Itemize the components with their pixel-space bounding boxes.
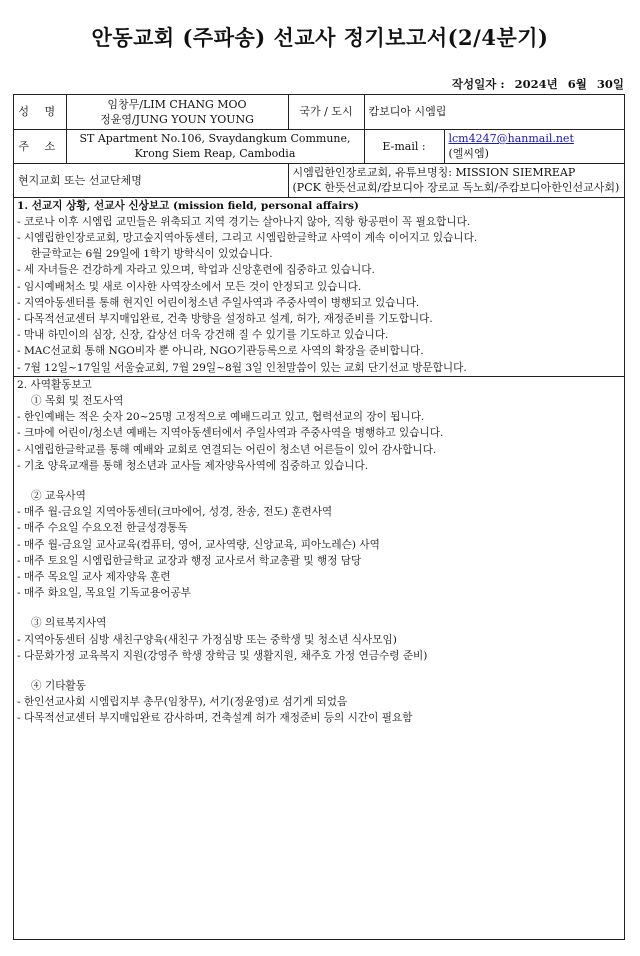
address-line-2: Krong Siem Reap, Cambodia — [134, 147, 296, 160]
group-line: - 다목적선교센터 부지매입완료 감사하며, 건축설계 허가 재정준비 등의 시간이 필요함 — [17, 712, 413, 725]
names-cell — [66, 95, 288, 129]
group-line: - 시엠립한글학교를 통해 예배와 교회로 연결되는 어린이 청소년 어른들이 있어 감사합니다. — [17, 443, 437, 456]
section-1-line: - 7월 12일~17일일 서울숲교회, 7월 29일~8월 3일 인천말씀이 있는 교회 단기선교 방문합니다. — [17, 361, 467, 374]
group-title-pastoral: ① 목회 및 전도사역 — [31, 394, 124, 407]
church-cell — [288, 163, 624, 197]
date-label: 작성일자 : — [451, 77, 505, 91]
section-2 — [17, 377, 621, 727]
date-month: 6월 — [567, 77, 587, 91]
section-2-heading: 2. 사역활동보고 — [17, 378, 92, 391]
address-line-1: ST Apartment No.106, Svaydangkum Commune, — [79, 132, 351, 145]
group-line: - 한인예배는 적은 숫자 20~25명 고정적으로 예배드리고 있고, 협력선교의 장이 됩니다. — [17, 411, 425, 424]
group-title-education: ② 교육사역 — [31, 489, 86, 502]
country-label: 국가 / 도시 — [288, 95, 364, 129]
section-1-line: - MAC선교회 통해 NGO비자 뿐 아니라, NGO기관등록으로 사역의 확장을 준비합니다. — [17, 345, 424, 358]
date-day: 30일 — [596, 77, 624, 91]
group-line: - 한인선교사회 시엠립지부 총무(임창무), 서기(정윤영)로 섬기게 되었음 — [17, 696, 348, 709]
section-1-line: - 코로나 이후 시엠립 교민들은 위축되고 지역 경기는 살아나지 않아, 직항 항공편이 꼭 필요합니다. — [17, 215, 471, 228]
email-link[interactable]: lcm4247@hanmail.net — [448, 132, 574, 145]
section-1 — [14, 198, 624, 377]
name-2: 정윤영/JUNG YOUN YOUNG — [100, 112, 254, 126]
church-line-1: 시엠립한인장로교회, 유튜브명칭: MISSION SIEMREAP — [292, 166, 576, 179]
section-1-line: - 세 자녀들은 건강하게 자라고 있으며, 학업과 신앙훈련에 집중하고 있습니다. — [17, 264, 375, 277]
group-line: - 기초 양육교재를 통해 청소년과 교사들 제자양육사역에 집중하고 있습니다. — [17, 459, 369, 472]
church-label: 현지교회 또는 선교단체명 — [14, 163, 288, 197]
name-label: 성 명 — [14, 95, 66, 129]
group-line: - 매주 월-금요일 지역아동센터(크마에어, 성경, 찬송, 전도) 훈련사역 — [17, 506, 333, 519]
report-title: 안동교회 (주파송) 선교사 정기보고서(2/4분기) — [91, 25, 549, 50]
section-1-heading: 1. 선교지 상황, 선교사 신상보고 (mission field, personal affairs) — [17, 199, 359, 212]
email-label: E-mail : — [364, 129, 444, 163]
report-frame — [13, 94, 625, 940]
section-1-line: - 지역아동센터를 통해 현지인 어린이청소년 주일사역과 주중사역이 병행되고 있습니다. — [17, 296, 420, 309]
section-1-line: - 임시예배처소 및 새로 이사한 사역장소에서 모든 것이 안정되고 있습니다. — [17, 280, 362, 293]
group-title-welfare: ③ 의료복지사역 — [31, 617, 107, 630]
section-1-line: - 다목적선교센터 부지매입완료, 건축 방향을 설정하고 설계, 허가, 재정준비를 기도합니다. — [17, 312, 433, 325]
church-line-2: (PCK 한뜻선교회/캄보디아 장로교 독노회/주캄보디아한인선교사회) — [292, 181, 620, 194]
group-title-other: ④ 기타활동 — [31, 679, 86, 692]
group-line: - 다문화가정 교육복지 지원(강영주 학생 장학금 및 생활지원, 채주호 가정 연금수령 준비) — [17, 649, 428, 662]
address-label: 주 소 — [14, 129, 66, 163]
section-1-line: 한글학교는 6월 29일에 1학기 방학식이 있었습니다. — [31, 248, 273, 261]
section-1-line: - 막내 하민이의 심장, 신장, 갑상선 더욱 강건해 질 수 있기를 기도하고 있습니다. — [17, 329, 389, 342]
address-cell — [66, 129, 364, 163]
section-1-line: - 시엠립한인장로교회, 망고숲지역아동센터, 그리고 시엠립한글학교 사역이 계속 이어지고 있습니다. — [17, 231, 478, 244]
group-line: - 매주 월-금요일 교사교육(컴퓨터, 영어, 교사역량, 신앙교육, 피아노레슨) 사역 — [17, 538, 380, 551]
group-line: - 크마에 어린이/청소년 예배는 지역아동센터에서 주일사역과 주중사역을 병행하고 있습니다. — [17, 427, 444, 440]
name-1: 임창무/LIM CHANG MOO — [107, 97, 247, 111]
email-note: (엘씨엠) — [448, 147, 489, 160]
group-line: - 매주 화요일, 목요일 기독교용어공부 — [17, 587, 191, 600]
header-table — [14, 95, 624, 198]
date-line — [446, 76, 624, 92]
date-year: 2024년 — [514, 77, 558, 91]
report-body — [14, 198, 624, 727]
email-cell — [444, 129, 624, 163]
country-value: 캄보디아 시엠립 — [364, 95, 624, 129]
group-line: - 지역아동센터 심방 새친구양육(새친구 가정심방 또는 중학생 및 청소년 식사모임) — [17, 633, 397, 646]
group-line: - 매주 수요일 수요오전 한글성경통독 — [17, 522, 188, 535]
group-line: - 매주 목요일 교사 제자양육 훈련 — [17, 570, 171, 583]
group-line: - 매주 토요일 시엠립한글학교 교장과 행정 교사로서 학교총괄 및 행정 담당 — [17, 554, 362, 567]
